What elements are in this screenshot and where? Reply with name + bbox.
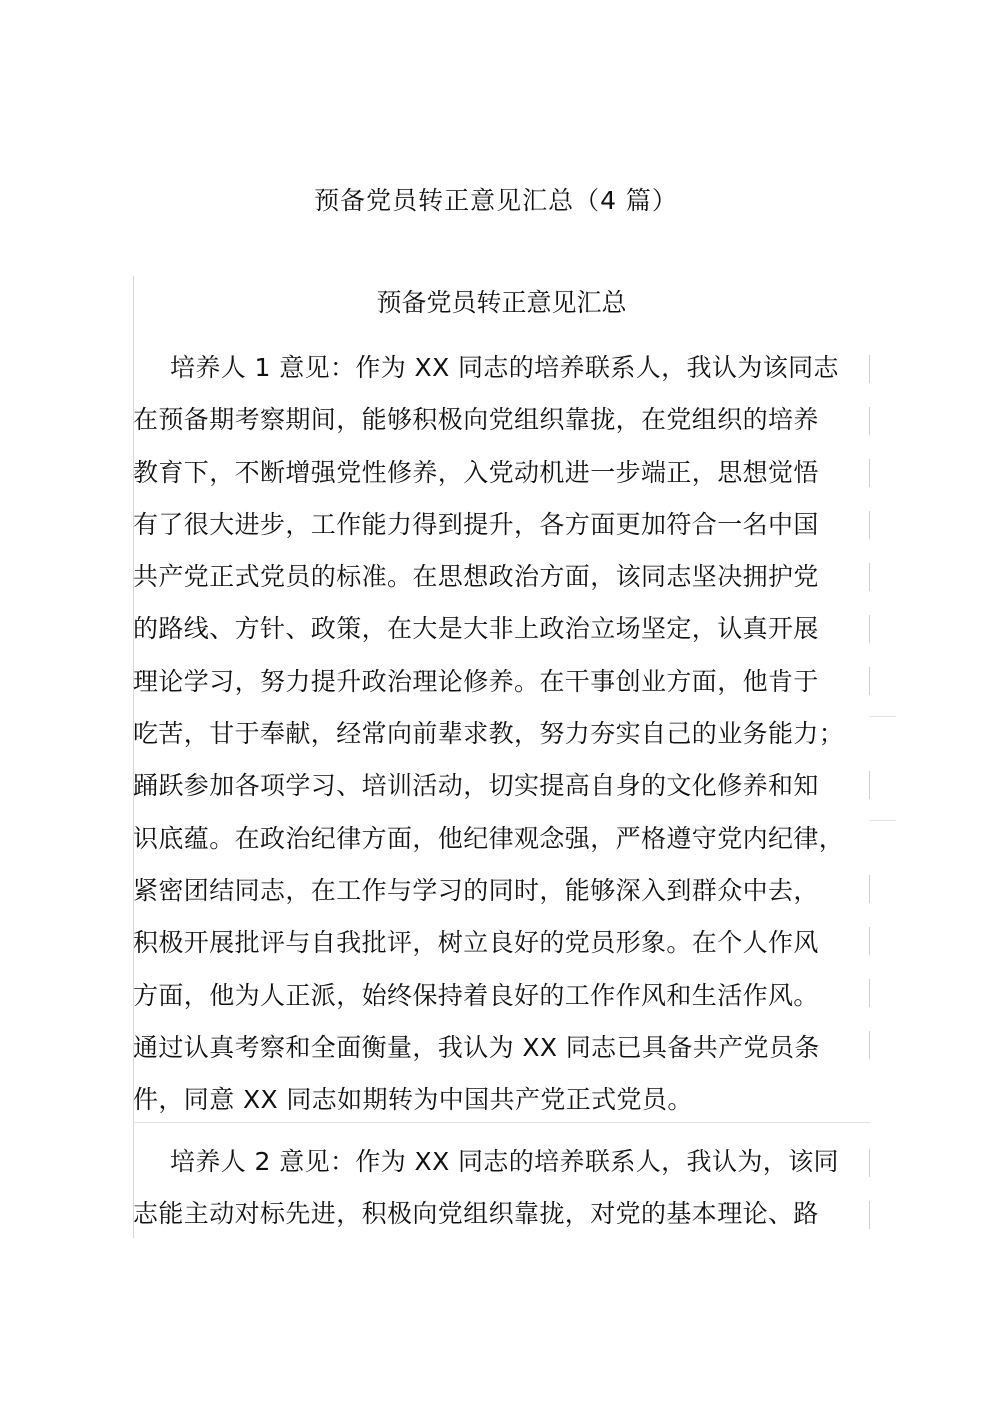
- overflow-marker: [870, 716, 896, 717]
- text-line: 理论学习，努力提升政治理论修养。在干事创业方面，他肯于: [133, 666, 819, 696]
- text-line: 培养人 2 意见：作为 XX 同志的培养联系人，我认为，该同: [170, 1147, 839, 1176]
- line-end-marker: [869, 927, 870, 955]
- section-title: 预备党员转正意见汇总: [376, 288, 627, 317]
- text-line: 通过认真考察和全面衡量，我认为 XX 同志已具备共产党员条: [133, 1032, 820, 1062]
- line-end-marker: [869, 771, 870, 799]
- line-end-marker: [869, 615, 870, 643]
- line-end-marker: [869, 979, 870, 1007]
- line-end-marker: [869, 511, 870, 539]
- text-line: 吃苦，甘于奉献，经常向前辈求教，努力夯实自己的业务能力；: [133, 719, 845, 749]
- text-line: 件，同意 XX 同志如期转为中国共产党正式党员。: [133, 1085, 693, 1115]
- text-line: 在预备期考察期间，能够积极向党组织靠拢，在党组织的培养: [133, 405, 819, 435]
- line-end-marker: [869, 1031, 870, 1059]
- line-end-marker: [869, 667, 870, 695]
- text-line: 有了很大进步，工作能力得到提升，各方面更加符合一名中国: [133, 509, 819, 539]
- line-end-marker: [869, 563, 870, 591]
- text-line: 培养人 1 意见：作为 XX 同志的培养联系人，我认为该同志: [170, 353, 839, 382]
- text-line: 共产党正式党员的标准。在思想政治方面，该同志坚决拥护党: [133, 562, 819, 592]
- paragraph-opinion-2: [133, 1136, 870, 1241]
- line-end-marker: [869, 1201, 870, 1229]
- line-end-marker: [869, 875, 870, 903]
- line-end-marker: [869, 1149, 870, 1177]
- paragraph-opinion-1: [133, 342, 870, 1126]
- line-end-marker: [869, 355, 870, 383]
- text-line: 紧密团结同志，在工作与学习的同时，能够深入到群众中去，: [133, 875, 819, 905]
- document-title: 预备党员转正意见汇总（4 篇）: [314, 186, 678, 215]
- text-line: 志能主动对标先进，积极向党组织靠拢，对党的基本理论、路: [133, 1199, 819, 1229]
- paragraph-divider: [133, 1122, 870, 1123]
- text-line: 教育下，不断增强党性修养，入党动机进一步端正，思想觉悟: [133, 457, 819, 487]
- overflow-marker: [870, 820, 896, 821]
- line-end-marker: [869, 407, 870, 435]
- text-line: 方面，他为人正派，始终保持着良好的工作作风和生活作风。: [133, 980, 819, 1010]
- text-line: 踊跃参加各项学习、培训活动，切实提高自身的文化修养和知: [133, 771, 819, 801]
- line-end-marker: [869, 459, 870, 487]
- text-line: 的路线、方针、政策，在大是大非上政治立场坚定，认真开展: [133, 614, 819, 644]
- text-line: 积极开展批评与自我批评，树立良好的党员形象。在个人作风: [133, 928, 819, 958]
- text-line: 识底蕴。在政治纪律方面，他纪律观念强，严格遵守党内纪律，: [133, 823, 845, 853]
